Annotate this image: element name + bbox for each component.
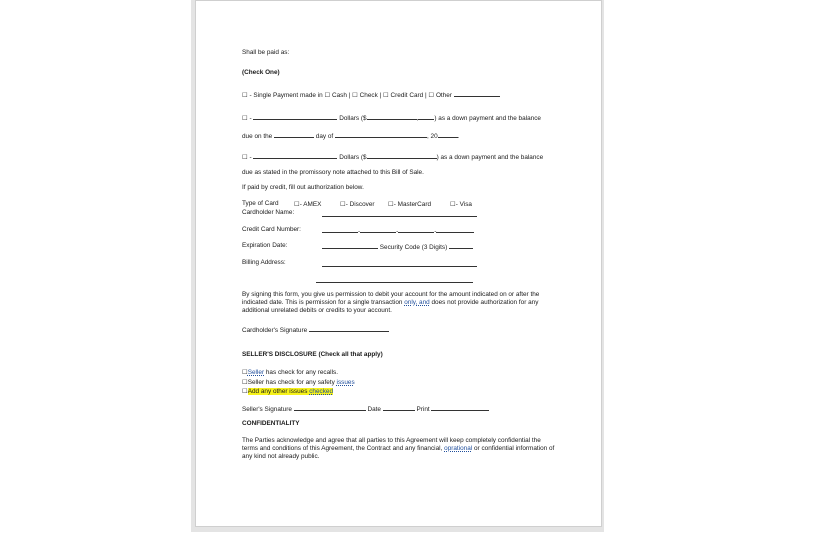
option-promissory-note: ☐ - Dollars ($ ) as a down payment and the balance	[242, 153, 544, 161]
expiration-field[interactable]	[322, 242, 378, 249]
cardholder-signature-field[interactable]	[309, 325, 389, 332]
option-down-payment: ☐ - Dollars ($ , ) as a down payment and the balance	[242, 114, 541, 122]
card-type-visa[interactable]: ☐- Visa	[450, 200, 472, 208]
cardholder-name-field[interactable]	[322, 216, 477, 217]
checkbox-icon[interactable]: ☐	[242, 114, 248, 122]
checkbox-icon[interactable]: ☐	[294, 200, 300, 208]
billing-address-field-2[interactable]	[316, 282, 473, 283]
credit-intro: If paid by credit, fill out authorization below.	[242, 184, 364, 191]
seller-disclosure-heading: SELLER'S DISCLOSURE (Check all that apply)	[242, 351, 383, 358]
paid-intro: Shall be paid as:	[242, 49, 290, 56]
seller-signature-row: Seller's Signature Date Print	[242, 404, 489, 414]
amount-blank[interactable]	[367, 113, 417, 120]
checkbox-icon[interactable]: ☐	[352, 91, 358, 99]
disclosure-item-other: ☐Add any other issues checked	[242, 387, 334, 395]
checkbox-icon[interactable]: ☐	[388, 200, 394, 208]
oprational-link[interactable]: oprational	[444, 445, 473, 453]
confidentiality-paragraph: The Parties acknowledge and agree that all parties to this Agreement will keep completely confidential the terms and conditions of this Agreement, the Contract and any financial, oprational or confidential information of any kind not already public.	[242, 437, 555, 461]
checkbox-icon[interactable]: ☐	[242, 387, 248, 395]
checkbox-icon[interactable]: ☐	[242, 153, 248, 161]
checkbox-icon[interactable]: ☐	[324, 91, 331, 99]
checkbox-icon[interactable]: ☐	[242, 378, 248, 386]
due-month-blank[interactable]	[335, 131, 427, 138]
note-amount-words-blank[interactable]	[253, 152, 337, 159]
cardholder-signature-row: Cardholder's Signature	[242, 325, 389, 335]
card-number-label: Credit Card Number:	[242, 226, 301, 233]
cardholder-name-label: Cardholder Name:	[242, 209, 295, 216]
checkbox-icon[interactable]: ☐	[242, 368, 248, 376]
due-day-blank[interactable]	[274, 131, 314, 138]
billing-address-field-1[interactable]	[322, 266, 477, 267]
expiration-label: Expiration Date:	[242, 242, 288, 249]
consent-link[interactable]: only, and	[404, 299, 430, 307]
billing-address-label: Billing Address:	[242, 259, 286, 266]
security-code-label: Security Code (3 Digits)	[379, 244, 448, 251]
card-type-label: Type of Card	[242, 200, 279, 207]
security-code-field[interactable]	[449, 242, 473, 249]
other-blank[interactable]	[454, 90, 500, 97]
option-single-payment: ☐ - Single Payment made in ☐ Cash | ☐ Check | ☐ Credit Card | ☐ Other	[242, 90, 500, 100]
consent-paragraph: By signing this form, you give us permission to debit your account for the amount indicated on or after the indicated date. This is permission for a single transaction only, and does not provide authorization for any additional unrelated debits or credits to your account.	[242, 291, 540, 315]
amount-words-blank[interactable]	[253, 113, 337, 120]
checkbox-icon[interactable]: ☐	[428, 91, 435, 99]
expiration-row	[322, 242, 473, 252]
due-on-line: due on the day of , 20 .	[242, 133, 460, 140]
cents-blank[interactable]	[418, 113, 434, 120]
card-number-field[interactable]: - - -	[322, 226, 474, 236]
check-one-heading: (Check One)	[242, 69, 280, 76]
card-type-discover[interactable]: ☐- Discover	[340, 200, 375, 208]
checkbox-icon[interactable]: ☐	[383, 91, 389, 99]
card-type-mastercard[interactable]: ☐- MasterCard	[388, 200, 432, 208]
seller-signature-field[interactable]	[294, 404, 366, 411]
note-amount-blank[interactable]	[367, 152, 437, 159]
seller-date-field[interactable]	[383, 404, 415, 411]
disclosure-item-safety: ☐Seller has check for any safety issues	[242, 378, 355, 386]
document-page	[195, 0, 602, 527]
due-year-blank[interactable]	[438, 131, 458, 138]
confidentiality-heading: CONFIDENTIALITY	[242, 420, 300, 427]
checkbox-icon[interactable]: ☐	[242, 91, 248, 99]
checkbox-icon[interactable]: ☐	[450, 200, 456, 208]
disclosure-item-recalls: ☐Seller has check for any recalls.	[242, 368, 338, 376]
card-type-amex[interactable]: ☐- AMEX	[294, 200, 322, 208]
checkbox-icon[interactable]: ☐	[340, 200, 346, 208]
seller-print-field[interactable]	[431, 404, 489, 411]
promissory-note-line2: due as stated in the promissory note attached to this Bill of Sale.	[242, 169, 424, 176]
